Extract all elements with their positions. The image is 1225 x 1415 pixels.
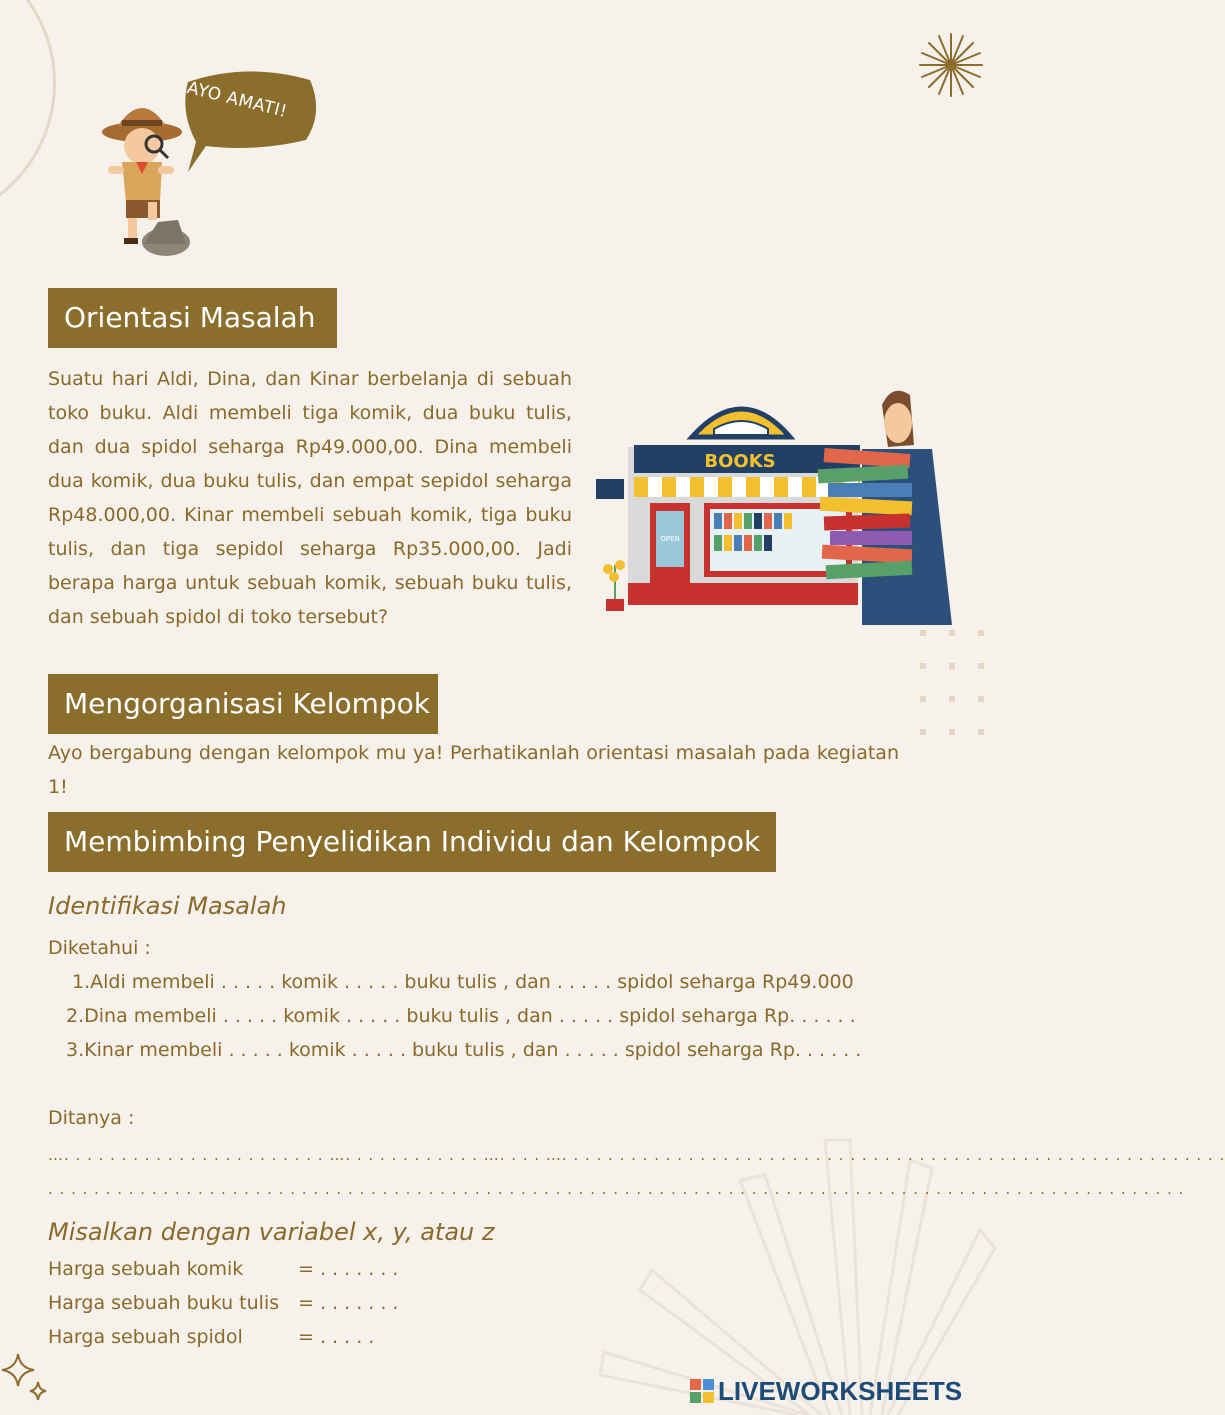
variable-label: Harga sebuah spidol [48,1326,243,1348]
shop-door-sign: OPEN [660,535,680,543]
sparkle-icon [0,1350,60,1410]
brand-name: LIVEWORKSHEETS [718,1375,963,1406]
variable-answer-field[interactable]: = . . . . . . . [298,1258,399,1280]
shop-sign-text: BOOKS [704,451,776,472]
section-title-membimbing: Membimbing Penyelidikan Individu dan Kelompok [48,812,776,872]
section-title-orientasi: Orientasi Masalah [48,288,337,348]
variable-answer-field[interactable]: = . . . . . [298,1326,375,1348]
answer-dotted-line[interactable]: . . . . . . . . . . . . . . . . . . . . . . . . . . . . . . . . . . . . . . . . . . . . . . . . . . . . . . . . . . . . . . . . . . . . . . . . . . . . . . . . . . . . . . . . . . . . . . . . . . . [48,1180,1185,1198]
known-label: Diketahui : [48,937,151,959]
variables-heading: Misalkan dengan variabel x, y, atau z [48,1218,495,1246]
variable-label: Harga sebuah komik [48,1258,244,1280]
bookstore-illustration [592,385,960,625]
dot-grid-decoration [918,628,990,738]
answer-dotted-line[interactable]: …. . . . . . . . . . . . . . . . . . . . . . . …. . . . . . . . . . . . …. . . . …. . . . . . . . . . . . . . . . . . . . . . . . . . . . . . . . . . . . . . . . . . . . . . . . . . . . . . . . . . [48,1146,1225,1164]
identifikasi-heading: Identifikasi Masalah [48,892,287,920]
known-item: 3.Kinar membeli . . . . . komik . . . . . buku tulis , dan . . . . . spidol seharga Rp. . . . . . [66,1039,862,1061]
liveworksheets-brand[interactable] [690,1376,962,1406]
sunburst-icon [918,32,984,98]
variable-label: Harga sebuah buku tulis [48,1292,280,1314]
group-instruction-paragraph: Ayo bergabung dengan kelompok mu ya! Perhatikanlah orientasi masalah pada kegiatan 1! [48,742,899,798]
ray-decoration [580,1120,999,1415]
variable-answer-field[interactable]: = . . . . . . . [298,1292,399,1314]
asked-label: Ditanya : [48,1107,135,1129]
section-title-mengorganisasi: Mengorganisasi Kelompok [48,674,438,734]
known-item: 1.Aldi membeli . . . . . komik . . . . . buku tulis , dan . . . . . spidol seharga Rp49.000 [72,971,854,993]
problem-paragraph: Suatu hari Aldi, Dina, dan Kinar berbelanja di sebuah toko buku. Aldi membeli tiga komik, dua buku tulis, dan dua spidol seharga Rp49.000,00. Dina membeli dua komik, dua buku tulis, dan empat sepidol seharga Rp48.000,00. Kinar membeli sebuah komik, tiga buku tulis, dan tiga sepidol seharga Rp35.000,00. Jadi berapa harga untuk sebuah komik, sebuah buku tulis, dan sebuah spidol di toko tersebut? [48,368,572,628]
decorative-arc [0,0,56,226]
known-item: 2.Dina membeli . . . . . komik . . . . . buku tulis , dan . . . . . spidol seharga Rp. . . . . . [66,1005,856,1027]
liveworksheets-logo-icon [690,1379,714,1403]
speech-bubble-text: AYO AMATI! [185,77,290,123]
